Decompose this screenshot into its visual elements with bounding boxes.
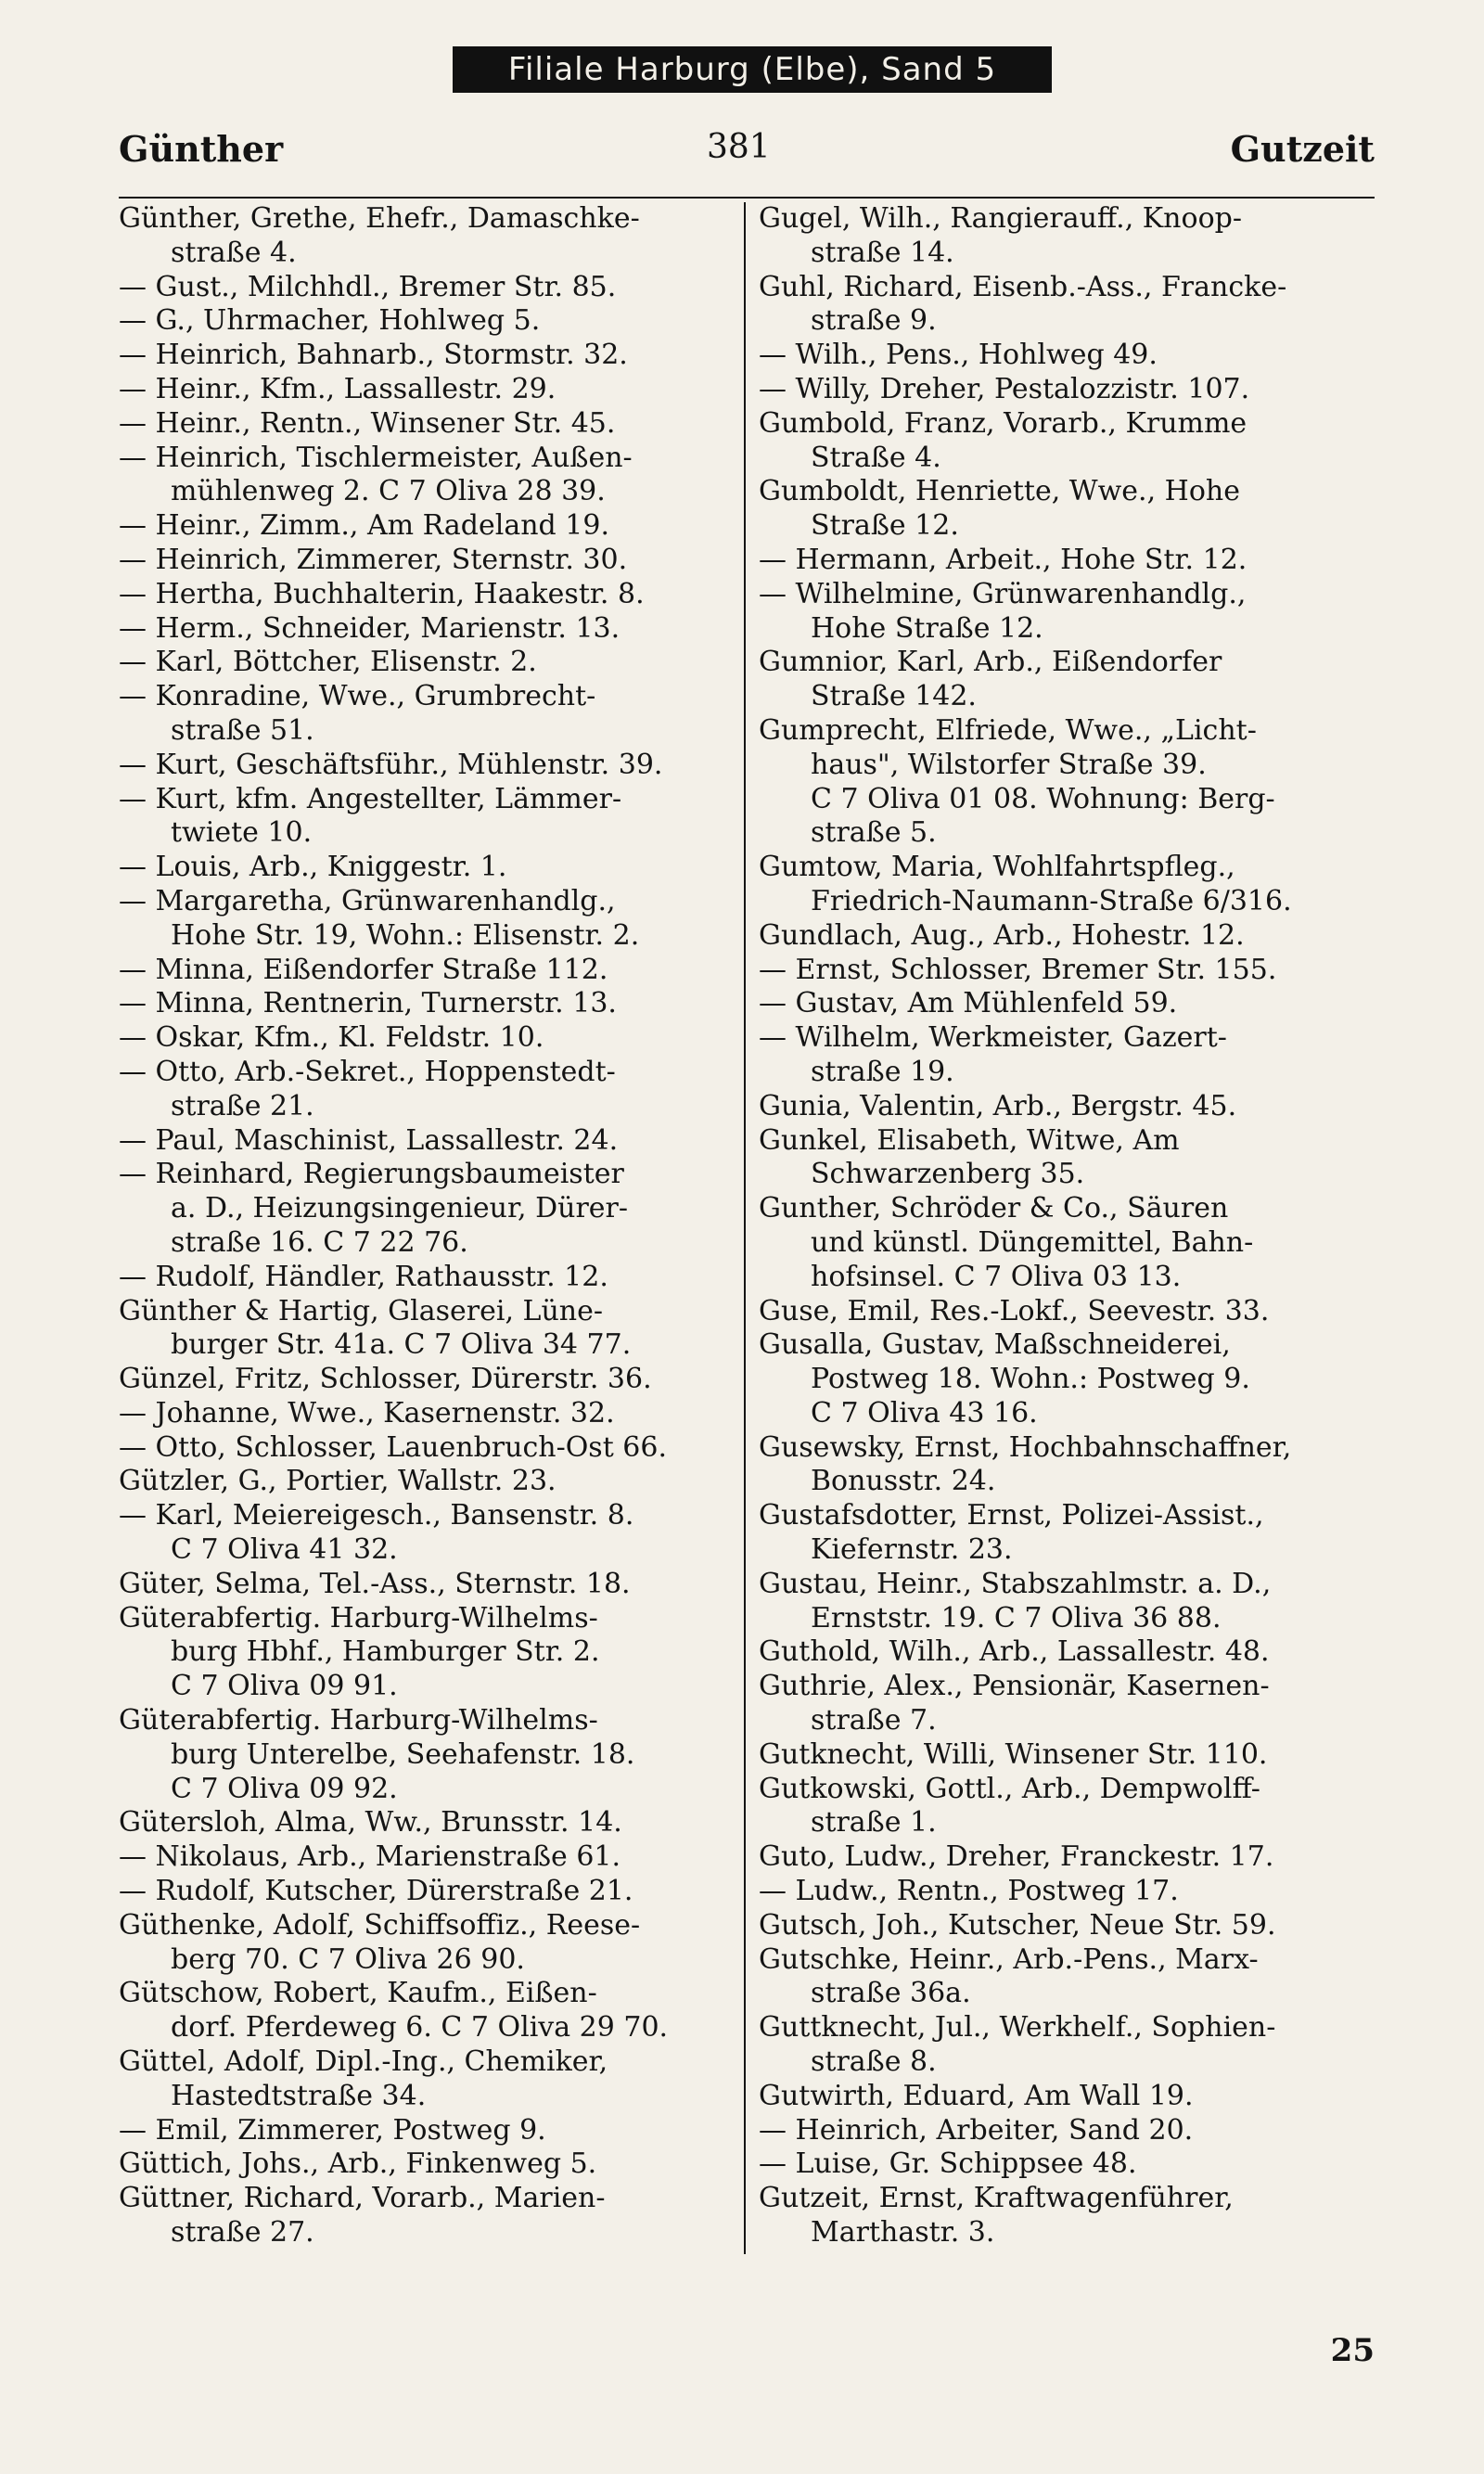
directory-entry: Günzel, Fritz, Schlosser, Dürerstr. 36. xyxy=(119,1363,652,1396)
directory-entry: — Heinrich, Arbeiter, Sand 20. xyxy=(759,2113,1194,2147)
directory-entry: — Minna, Rentnerin, Turnerstr. 13. xyxy=(119,987,617,1020)
directory-entry: — Heinr., Zimm., Am Radeland 19. xyxy=(119,509,609,543)
directory-entry: — Hermann, Arbeit., Hohe Str. 12. xyxy=(759,543,1247,576)
directory-entry: — Heinr., Kfm., Lassallestr. 29. xyxy=(119,372,556,405)
directory-entry: Güthenke, Adolf, Schiffsoffiz., Reese- berg 70. C 7 Oliva 26 90. xyxy=(119,1908,641,1976)
directory-entry: Gutzeit, Ernst, Kraftwagenführer, Marthastr. 3. xyxy=(759,2182,1234,2250)
directory-entry: — Reinhard, Regierungsbaumeister a. D., Heizungsingenieur, Dürer- straße 16. C 7 22 76. xyxy=(119,1158,629,1259)
directory-entry: Gumnior, Karl, Arb., Eißendorfer Straße 142. xyxy=(759,646,1222,713)
directory-entry: — Heinr., Rentn., Winsener Str. 45. xyxy=(119,406,616,440)
header-rule xyxy=(119,197,1375,199)
directory-entry: Gutschke, Heinr., Arb.-Pens., Marx- straße 36a. xyxy=(759,1942,1259,2010)
directory-entry: Güter, Selma, Tel.-Ass., Sternstr. 18. xyxy=(119,1567,631,1600)
column-divider xyxy=(744,202,746,2254)
right-column xyxy=(759,202,1375,2250)
directory-entry: Gutsch, Joh., Kutscher, Neue Str. 59. xyxy=(759,1908,1276,1942)
directory-entry: Gustafsdotter, Ernst, Polizei-Assist., Kiefernstr. 23. xyxy=(759,1499,1264,1567)
directory-entry: — Otto, Schlosser, Lauenbruch-Ost 66. xyxy=(119,1430,667,1464)
directory-entry: Gustau, Heinr., Stabszahlmstr. a. D., Ernststr. 19. C 7 Oliva 36 88. xyxy=(759,1567,1272,1634)
directory-entry: Gumboldt, Henriette, Wwe., Hohe Straße 12. xyxy=(759,475,1240,543)
directory-entry: Guttknecht, Jul., Werkhelf., Sophien- straße 8. xyxy=(759,2011,1276,2079)
directory-entry: Gusalla, Gustav, Maßschneiderei, Postweg 18. Wohn.: Postweg 9. C 7 Oliva 43 16. xyxy=(759,1328,1250,1429)
directory-entry: Gütersloh, Alma, Ww., Brunsstr. 14. xyxy=(119,1806,622,1839)
directory-entry: Guhl, Richard, Eisenb.-Ass., Francke- straße 9. xyxy=(759,270,1287,338)
directory-entry: — Oskar, Kfm., Kl. Feldstr. 10. xyxy=(119,1021,544,1055)
directory-entry: — Hertha, Buchhalterin, Haakestr. 8. xyxy=(119,577,645,610)
directory-entry: — Wilhelm, Werkmeister, Gazert- straße 19. xyxy=(759,1021,1227,1088)
directory-entry: Güterabfertig. Harburg-Wilhelms- burg Unterelbe, Seehafenstr. 18. C 7 Oliva 09 92. xyxy=(119,1704,635,1805)
directory-entry: — Louis, Arb., Kniggestr. 1. xyxy=(119,851,507,884)
directory-entry: — Konradine, Wwe., Grumbrecht- straße 51. xyxy=(119,680,596,747)
directory-entry: — Willy, Dreher, Pestalozzistr. 107. xyxy=(759,372,1250,405)
page-number-top: 381 xyxy=(707,128,771,166)
directory-entry: Güttich, Johs., Arb., Finkenweg 5. xyxy=(119,2147,597,2181)
directory-entry: — G., Uhrmacher, Hohlweg 5. xyxy=(119,304,541,338)
directory-entry: Gütschow, Robert, Kaufm., Eißen- dorf. Pferdeweg 6. C 7 Oliva 29 70. xyxy=(119,1977,669,2045)
directory-entry: Gundlach, Aug., Arb., Hohestr. 12. xyxy=(759,918,1245,952)
page-number-bottom: 25 xyxy=(1330,2332,1375,2369)
directory-entry: — Margaretha, Grünwarenhandlg., Hohe Str. 19, Wohn.: Elisenstr. 2. xyxy=(119,884,640,952)
directory-entry: Guse, Emil, Res.-Lokf., Seevestr. 33. xyxy=(759,1294,1270,1327)
directory-entry: — Ludw., Rentn., Postweg 17. xyxy=(759,1875,1179,1908)
directory-entry: — Otto, Arb.-Sekret., Hoppenstedt- straße 21. xyxy=(119,1055,616,1122)
running-head-first-entry: Günther xyxy=(119,128,284,170)
directory-entry: — Emil, Zimmerer, Postweg 9. xyxy=(119,2113,546,2147)
directory-entry: — Wilh., Pens., Hohlweg 49. xyxy=(759,339,1158,372)
directory-entry: Günther & Hartig, Glaserei, Lüne- burger Str. 41a. C 7 Oliva 34 77. xyxy=(119,1294,632,1362)
directory-entry: — Heinrich, Bahnarb., Stormstr. 32. xyxy=(119,339,628,372)
directory-entry: Gumprecht, Elfriede, Wwe., „Licht- haus", Wilstorfer Straße 39. C 7 Oliva 01 08. Wohnung: Berg- straße 5. xyxy=(759,713,1275,850)
directory-entry: Gumbold, Franz, Vorarb., Krumme Straße 4. xyxy=(759,406,1247,474)
directory-entry: Gusewsky, Ernst, Hochbahnschaffner, Bonusstr. 24. xyxy=(759,1430,1292,1498)
directory-entry: — Paul, Maschinist, Lassallestr. 24. xyxy=(119,1123,619,1157)
directory-entry: Güttner, Richard, Vorarb., Marien- straße 27. xyxy=(119,2182,606,2250)
directory-entry: Guthold, Wilh., Arb., Lassallestr. 48. xyxy=(759,1635,1270,1669)
directory-entry: — Nikolaus, Arb., Marienstraße 61. xyxy=(119,1840,621,1874)
directory-entry: — Gustav, Am Mühlenfeld 59. xyxy=(759,987,1178,1020)
directory-entry: — Luise, Gr. Schippsee 48. xyxy=(759,2147,1137,2181)
directory-entry: Günther, Grethe, Ehefr., Damaschke- straße 4. xyxy=(119,202,640,269)
directory-entry: Gumtow, Maria, Wohlfahrtspfleg., Friedrich-Naumann-Straße 6/316. xyxy=(759,851,1292,917)
directory-entry: Gugel, Wilh., Rangierauff., Knoop- straße 14. xyxy=(759,202,1242,269)
directory-entry: — Rudolf, Händler, Rathausstr. 12. xyxy=(119,1260,608,1293)
directory-entry: Gunther, Schröder & Co., Säuren und künstl. Düngemittel, Bahn- hofsinsel. C 7 Oliva 03 13. xyxy=(759,1192,1254,1293)
directory-entry: — Kurt, kfm. Angestellter, Lämmer- twiete 10. xyxy=(119,782,622,850)
directory-entry: — Herm., Schneider, Marienstr. 13. xyxy=(119,611,620,645)
branch-banner: Filiale Harburg (Elbe), Sand 5 xyxy=(453,46,1052,93)
directory-entry: Gutwirth, Eduard, Am Wall 19. xyxy=(759,2079,1194,2112)
directory-entry: — Heinrich, Tischlermeister, Außen- mühlenweg 2. C 7 Oliva 28 39. xyxy=(119,441,633,508)
directory-entry: Gutknecht, Willi, Winsener Str. 110. xyxy=(759,1737,1268,1771)
directory-entry: — Ernst, Schlosser, Bremer Str. 155. xyxy=(759,953,1277,986)
directory-entry: — Wilhelmine, Grünwarenhandlg., Hohe Straße 12. xyxy=(759,577,1247,645)
directory-entry: — Rudolf, Kutscher, Dürerstraße 21. xyxy=(119,1875,633,1908)
left-column xyxy=(119,202,731,2250)
directory-entry: Güterabfertig. Harburg-Wilhelms- burg Hbhf., Hamburger Str. 2. C 7 Oliva 09 91. xyxy=(119,1601,600,1703)
directory-entry: — Kurt, Geschäftsführ., Mühlenstr. 39. xyxy=(119,748,663,781)
directory-entry: Güttel, Adolf, Dipl.-Ing., Chemiker, Hastedtstraße 34. xyxy=(119,2045,608,2112)
directory-entry: Guthrie, Alex., Pensionär, Kasernen- straße 7. xyxy=(759,1670,1270,1737)
directory-entry: — Gust., Milchhdl., Bremer Str. 85. xyxy=(119,270,617,303)
directory-entry: Gützler, G., Portier, Wallstr. 23. xyxy=(119,1465,556,1498)
directory-entry: Gunkel, Elisabeth, Witwe, Am Schwarzenberg 35. xyxy=(759,1123,1180,1191)
directory-entry: Gunia, Valentin, Arb., Bergstr. 45. xyxy=(759,1089,1237,1122)
directory-entry: — Heinrich, Zimmerer, Sternstr. 30. xyxy=(119,543,628,576)
running-head-last-entry: Gutzeit xyxy=(1230,128,1375,170)
directory-entry: — Minna, Eißendorfer Straße 112. xyxy=(119,953,608,986)
directory-entry: — Karl, Meiereigesch., Bansenstr. 8. C 7 Oliva 41 32. xyxy=(119,1499,634,1567)
directory-entry: — Johanne, Wwe., Kasernenstr. 32. xyxy=(119,1396,615,1429)
directory-entry: Gutkowski, Gottl., Arb., Dempwolff- straße 1. xyxy=(759,1772,1260,1839)
directory-entry: — Karl, Böttcher, Elisenstr. 2. xyxy=(119,646,537,679)
directory-entry: Guto, Ludw., Dreher, Franckestr. 17. xyxy=(759,1840,1274,1874)
